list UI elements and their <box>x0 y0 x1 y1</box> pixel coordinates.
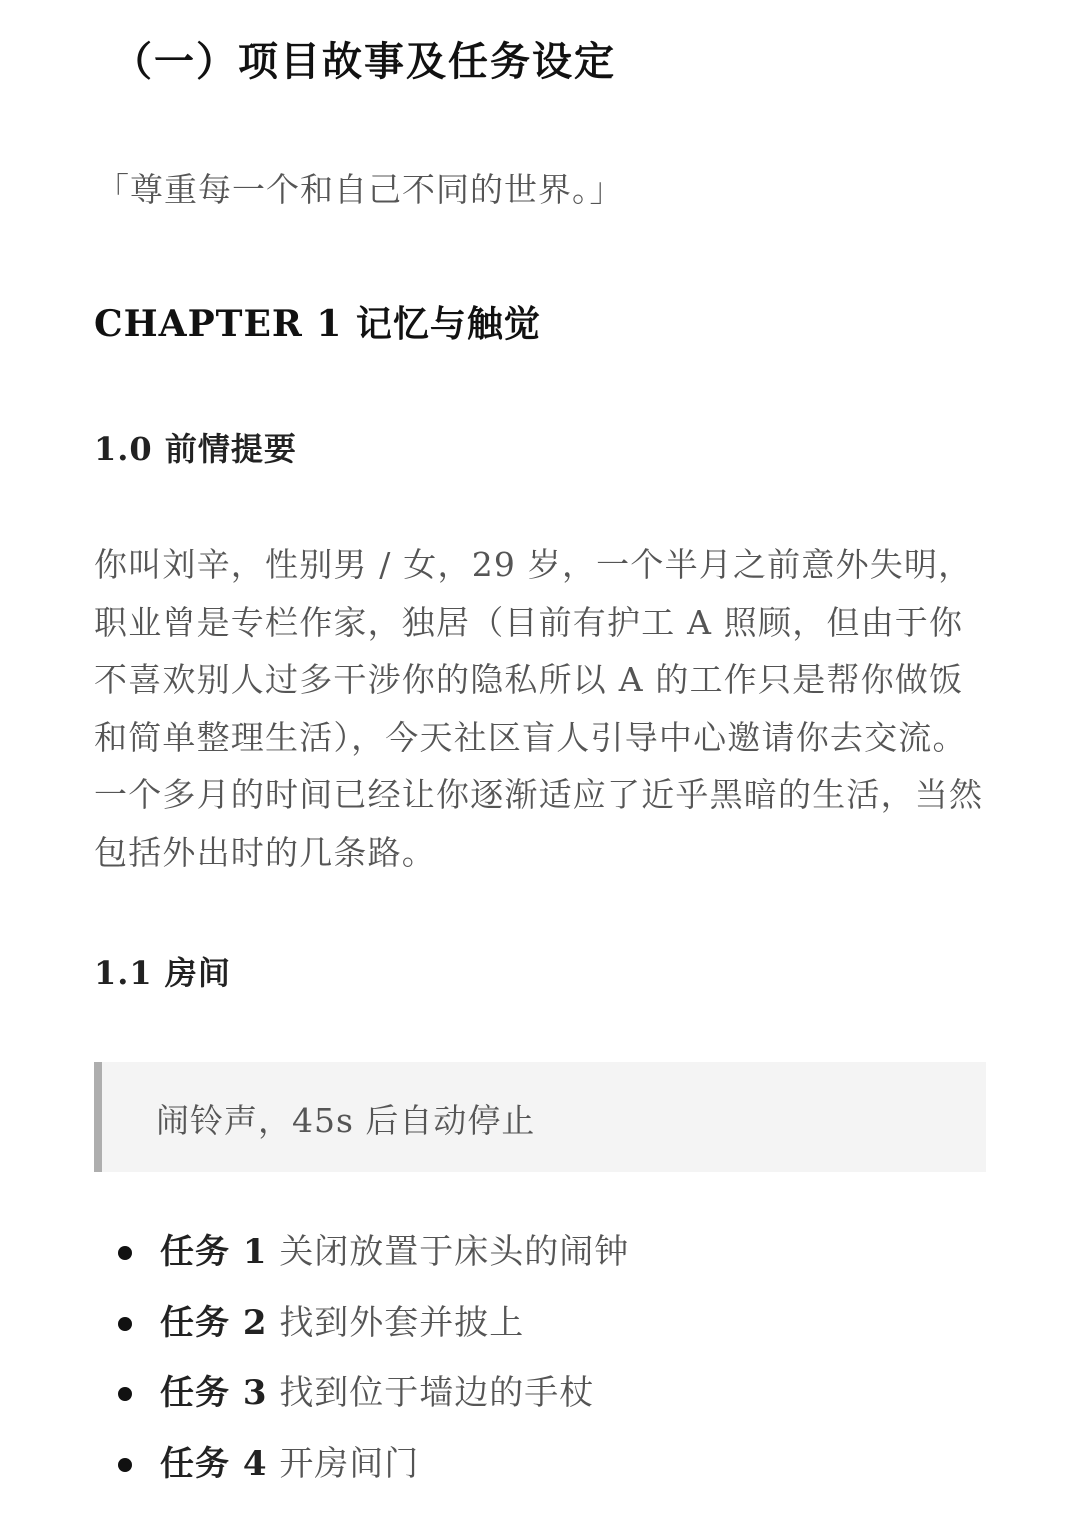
alarm-blockquote <box>94 1062 986 1172</box>
subsection-heading-room: 1.1 房间 <box>94 954 231 992</box>
bullet-icon <box>118 1458 132 1472</box>
task-label: 任务 1 <box>160 1232 268 1272</box>
task-text: 找到位于墙边的手杖 <box>279 1373 595 1413</box>
bullet-icon <box>118 1317 132 1331</box>
task-list-item <box>94 1222 629 1293</box>
task-list-item <box>94 1363 629 1434</box>
task-list <box>94 1222 629 1504</box>
task-text: 关闭放置于床头的闹钟 <box>279 1232 630 1272</box>
task-label: 任务 3 <box>160 1373 268 1413</box>
blockquote-text: 闹铃声，45s 后自动停止 <box>156 1101 536 1140</box>
task-list-item <box>94 1293 629 1364</box>
epigraph-quote: 「尊重每一个和自己不同的世界。」 <box>96 170 624 209</box>
background-paragraph: 你叫刘辛，性别男 / 女，29 岁，一个半月之前意外失明，职业曾是专栏作家，独居（目前有护工 A 照顾，但由于你不喜欢别人过多干涉你的隐私所以 A 的工作只是帮你做饭和简单整理生活），今天社区盲人引导中心邀请你去交流。一个多月的时间已经让你逐渐适应了近乎黑暗的生活，当然包括外出时的几条路。 <box>94 545 984 872</box>
section-title: （一）项目故事及任务设定 <box>112 38 616 85</box>
bullet-icon <box>118 1246 132 1260</box>
task-text: 开房间门 <box>279 1443 420 1484</box>
task-label: 任务 4 <box>160 1443 268 1484</box>
task-text: 找到外套并披上 <box>279 1302 525 1343</box>
bullet-icon <box>118 1387 132 1401</box>
task-list-item <box>94 1434 629 1505</box>
subsection-heading-background: 1.0 前情提要 <box>94 430 297 468</box>
task-label: 任务 2 <box>160 1302 268 1343</box>
chapter-heading: CHAPTER 1 记忆与触觉 <box>94 303 541 345</box>
